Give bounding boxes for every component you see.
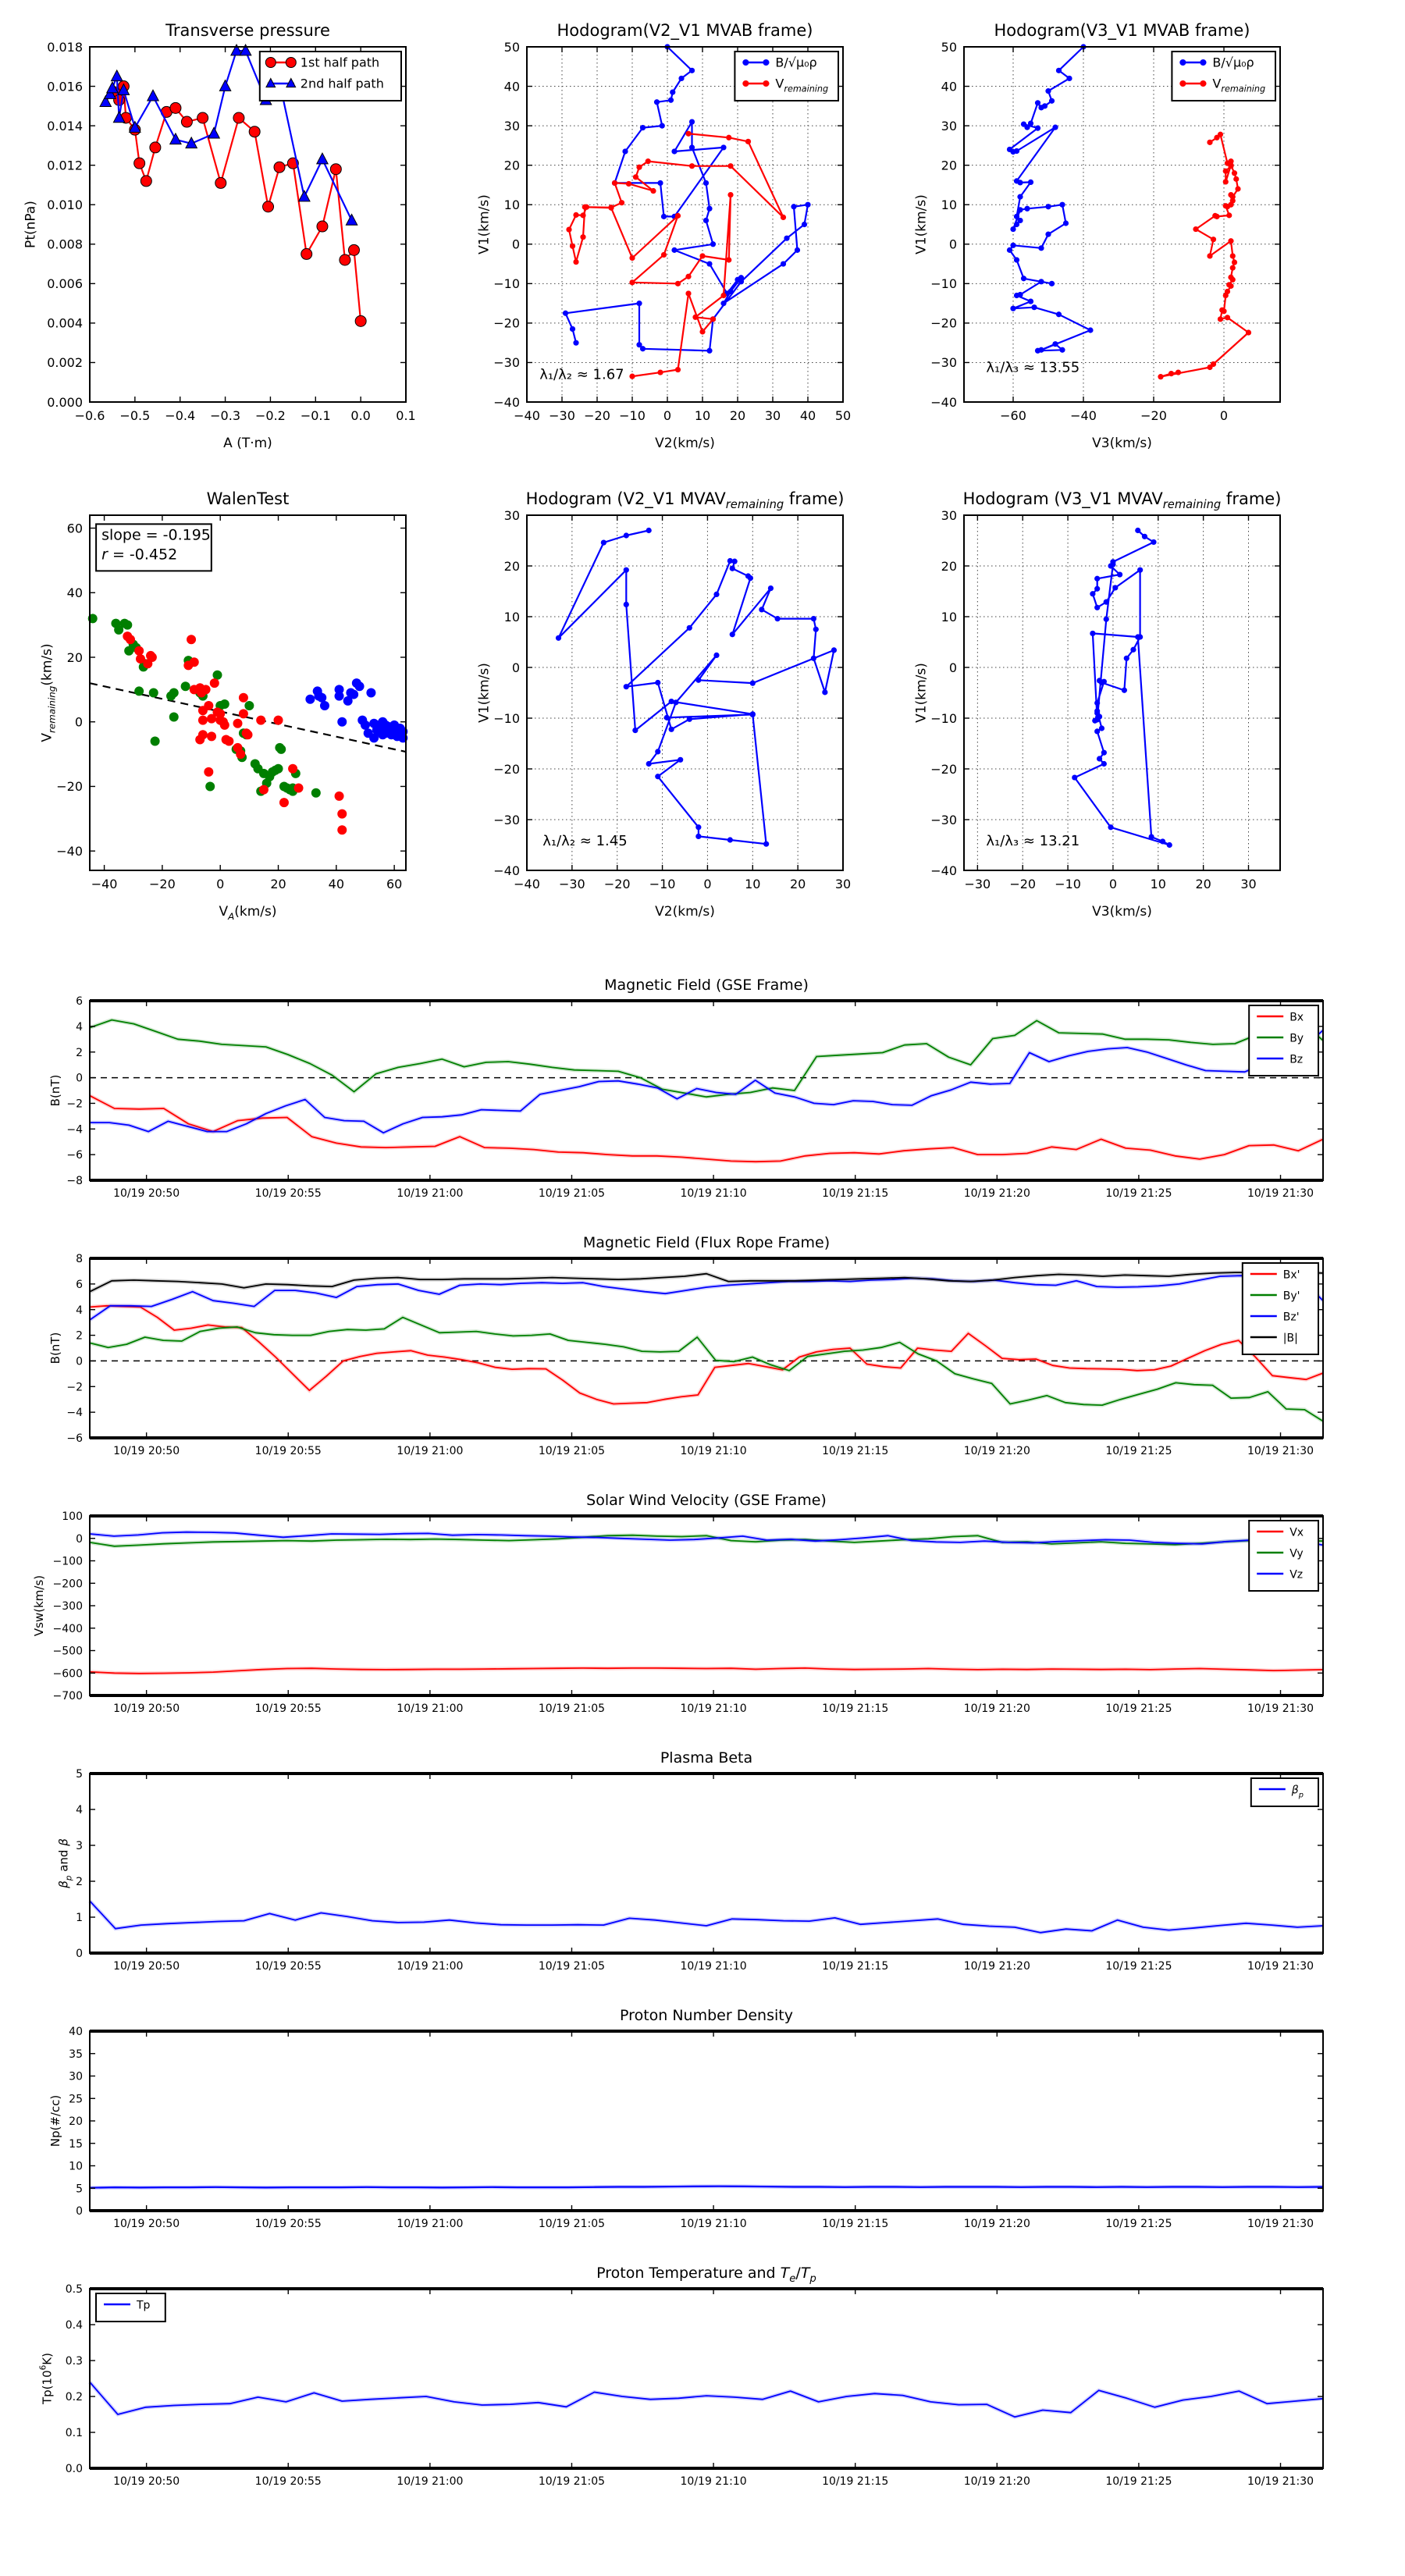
svg-text:10: 10 [503, 609, 520, 624]
svg-text:10/19 20:55: 10/19 20:55 [254, 2218, 322, 2230]
hodogram-v2v1-mvab-plot [437, 8, 921, 468]
svg-text:10/19 21:10: 10/19 21:10 [680, 2475, 747, 2488]
svg-text:Hodogram(V2_V1 MVAB frame): Hodogram(V2_V1 MVAB frame) [557, 21, 813, 40]
svg-text:−20: −20 [493, 761, 520, 777]
svg-text:−40: −40 [930, 863, 957, 878]
svg-text:λ₁/λ₃ ≈ 13.55: λ₁/λ₃ ≈ 13.55 [986, 359, 1080, 376]
svg-text:−20: −20 [149, 877, 176, 891]
svg-text:40: 40 [503, 79, 520, 94]
hodo3-plot-area [477, 489, 852, 920]
svg-text:0.1: 0.1 [65, 2427, 83, 2440]
svg-text:3: 3 [76, 1840, 83, 1853]
svg-text:Hodogram(V3_V1 MVAB frame): Hodogram(V3_V1 MVAB frame) [994, 21, 1250, 40]
svg-text:4: 4 [76, 1020, 83, 1034]
svg-text:Bx': Bx' [1282, 1268, 1300, 1282]
svg-text:−10: −10 [619, 408, 646, 423]
svg-text:Vremaining(km/s): $V_{remaining}(km/s)$ [39, 643, 58, 742]
svg-text:−40: −40 [1070, 408, 1097, 423]
svg-text:30: 30 [1240, 877, 1257, 891]
svg-text:A (T·m): A (T·m) [223, 436, 272, 451]
svg-text:Bz: Bz [1289, 1053, 1304, 1066]
svg-text:−10: −10 [930, 710, 957, 726]
svg-text:10/19 20:55: 10/19 20:55 [254, 1703, 322, 1715]
svg-text:10/19 21:05: 10/19 21:05 [538, 2218, 606, 2230]
svg-text:30: 30 [503, 507, 520, 523]
hodo4-plot-area [914, 489, 1282, 920]
transverse-pressure-chart [0, 8, 484, 468]
svg-text:λ₁/λ₃ ≈ 13.21: λ₁/λ₃ ≈ 13.21 [986, 833, 1080, 850]
svg-text:V1(km/s): V1(km/s) [476, 194, 493, 254]
magnetic-field-flux-rope-plot [0, 1218, 1405, 1475]
hodogram-v3v1-mvab-plot [874, 8, 1358, 468]
svg-text:−30: −30 [549, 408, 575, 423]
magnetic-field-gse-chart [0, 960, 1405, 1218]
svg-text:10/19 20:55: 10/19 20:55 [254, 2475, 322, 2488]
svg-text:10/19 21:30: 10/19 21:30 [1247, 1703, 1314, 1715]
svg-text:100: 100 [62, 1510, 83, 1524]
svg-text:0: 0 [948, 237, 957, 252]
svg-text:4: 4 [76, 1304, 83, 1317]
hodo1-plot-area [477, 21, 852, 451]
magnetic-field-gse-plot [0, 960, 1405, 1218]
svg-text:−2: −2 [66, 1098, 83, 1111]
svg-text:0.3: 0.3 [65, 2355, 83, 2368]
svg-text:5: 5 [76, 1768, 83, 1781]
svg-text:V3(km/s): V3(km/s) [1092, 904, 1152, 920]
vsw-plot-area [32, 1492, 1323, 1715]
svg-text:−30: −30 [930, 355, 957, 371]
svg-text:−40: −40 [514, 408, 540, 423]
svg-text:6: 6 [76, 995, 83, 1009]
svg-text:Vsw(km/s): Vsw(km/s) [32, 1574, 46, 1637]
svg-text:50: 50 [834, 408, 852, 423]
pt-plot-area [23, 21, 416, 451]
svg-text:20: 20 [270, 877, 286, 891]
svg-text:WalenTest: WalenTest [206, 489, 290, 508]
svg-text:0: 0 [511, 660, 520, 675]
svg-text:slope = -0.195: slope = -0.195 [101, 526, 211, 544]
svg-text:30: 30 [941, 118, 957, 133]
svg-text:−10: −10 [1055, 877, 1081, 891]
svg-text:−40: −40 [56, 843, 83, 859]
svg-text:−40: −40 [493, 394, 520, 410]
svg-text:10/19 20:50: 10/19 20:50 [113, 2475, 180, 2488]
svg-text:0: 0 [76, 1948, 83, 1961]
svg-text:−20: −20 [1140, 408, 1167, 423]
svg-text:10/19 21:00: 10/19 21:00 [397, 1703, 464, 1715]
svg-text:0.016: 0.016 [47, 79, 83, 94]
beta-plot-area [57, 1749, 1324, 1973]
svg-text:40: 40 [328, 877, 345, 891]
svg-text:−30: −30 [964, 877, 991, 891]
svg-text:−20: −20 [493, 315, 520, 331]
svg-text:V1(km/s): V1(km/s) [913, 663, 930, 723]
svg-text:0.014: 0.014 [47, 118, 83, 133]
svg-text:30: 30 [834, 877, 852, 891]
svg-text:10/19 21:00: 10/19 21:00 [397, 2218, 464, 2230]
walen-test-plot [0, 468, 484, 937]
tp-plot-area [39, 2265, 1324, 2488]
svg-text:20: 20 [941, 158, 957, 173]
svg-text:−0.5: −0.5 [119, 408, 151, 423]
svg-text:−10: −10 [493, 710, 520, 726]
svg-text:−4: −4 [66, 1407, 83, 1420]
svg-text:0: 0 [76, 1355, 83, 1368]
svg-text:2nd half path: 2nd half path [300, 76, 384, 91]
svg-text:−200: −200 [52, 1578, 83, 1591]
proton-number-density-chart [0, 1991, 1405, 2248]
svg-text:Vremaining: $V_{remaining}$ [775, 76, 829, 94]
svg-text:Np(#/cc): Np(#/cc) [48, 2094, 62, 2147]
svg-text:βp: $\beta_p$ [1291, 1784, 1304, 1800]
svg-text:−30: −30 [493, 812, 520, 827]
hodogram-v3v1-mvav-chart [874, 468, 1358, 937]
svg-text:−300: −300 [52, 1600, 83, 1614]
svg-text:10/19 21:25: 10/19 21:25 [1105, 2475, 1172, 2488]
svg-text:6: 6 [76, 1278, 83, 1291]
svg-text:2: 2 [76, 1329, 83, 1343]
hodo2-plot-area [914, 21, 1281, 451]
svg-text:10/19 21:10: 10/19 21:10 [680, 1445, 747, 1457]
svg-text:20: 20 [1195, 877, 1211, 891]
svg-text:2: 2 [76, 1876, 83, 1889]
svg-text:20: 20 [789, 877, 806, 891]
svg-text:B/√μ₀ρ: B/√μ₀ρ [775, 55, 817, 70]
svg-text:40: 40 [799, 408, 816, 423]
svg-text:10/19 21:00: 10/19 21:00 [397, 1445, 464, 1457]
svg-text:10/19 20:55: 10/19 20:55 [254, 1445, 322, 1457]
svg-text:10/19 21:00: 10/19 21:00 [397, 2475, 464, 2488]
svg-text:10: 10 [745, 877, 761, 891]
svg-text:60: 60 [386, 877, 403, 891]
svg-text:−6: −6 [66, 1432, 83, 1446]
svg-text:B(nT): B(nT) [48, 1332, 62, 1364]
svg-text:Bz': Bz' [1282, 1311, 1300, 1324]
svg-text:−6: −6 [66, 1149, 83, 1162]
svg-text:10/19 20:55: 10/19 20:55 [254, 1187, 322, 1200]
svg-text:15: 15 [69, 2137, 83, 2151]
svg-text:λ₁/λ₂ ≈ 1.45: λ₁/λ₂ ≈ 1.45 [542, 833, 628, 850]
svg-text:−500: −500 [52, 1645, 83, 1658]
svg-text:0.4: 0.4 [65, 2319, 83, 2332]
svg-text:βp and β: $\beta_p$ and β [56, 1838, 74, 1888]
svg-text:10: 10 [503, 197, 520, 212]
svg-text:Solar Wind Velocity (GSE Frame: Solar Wind Velocity (GSE Frame) [586, 1492, 827, 1509]
svg-text:0.018: 0.018 [47, 39, 83, 55]
svg-text:V2(km/s): V2(km/s) [655, 436, 715, 451]
svg-text:Pt(nPa): Pt(nPa) [23, 201, 39, 248]
svg-text:−400: −400 [52, 1622, 83, 1635]
svg-text:Plasma Beta: Plasma Beta [660, 1749, 753, 1767]
svg-text:10/19 21:20: 10/19 21:20 [963, 2475, 1030, 2488]
svg-text:10/19 20:50: 10/19 20:50 [113, 1960, 180, 1973]
svg-text:10: 10 [941, 609, 957, 624]
svg-text:B/√μ₀ρ: B/√μ₀ρ [1212, 55, 1254, 70]
svg-text:0.0: 0.0 [65, 2463, 83, 2476]
svg-text:10/19 21:05: 10/19 21:05 [538, 2475, 606, 2488]
svg-text:10/19 21:10: 10/19 21:10 [680, 1703, 747, 1715]
solar-wind-velocity-plot [0, 1475, 1405, 1733]
svg-text:−0.2: −0.2 [254, 408, 286, 423]
svg-text:Proton Number Density: Proton Number Density [620, 2007, 793, 2024]
svg-text:5: 5 [76, 2183, 83, 2196]
svg-text:25: 25 [69, 2093, 83, 2106]
svg-text:−0.4: −0.4 [165, 408, 196, 423]
svg-text:−2: −2 [66, 1381, 83, 1394]
svg-text:10/19 21:20: 10/19 21:20 [963, 1960, 1030, 1973]
svg-text:10/19 21:20: 10/19 21:20 [963, 2218, 1030, 2230]
svg-text:10/19 21:25: 10/19 21:25 [1105, 1703, 1172, 1715]
svg-text:10/19 20:50: 10/19 20:50 [113, 1703, 180, 1715]
svg-text:−8: −8 [66, 1175, 83, 1188]
svg-text:−100: −100 [52, 1555, 83, 1568]
svg-text:2: 2 [76, 1046, 83, 1059]
svg-text:Hodogram (V2_V1 MVAVremaining: Hodogram (V2_V1 $MVAV_{remaining}$ frame) [525, 489, 845, 511]
svg-text:1st half path: 1st half path [300, 55, 380, 70]
svg-text:10/19 21:15: 10/19 21:15 [822, 1960, 889, 1973]
svg-text:20: 20 [69, 2115, 83, 2129]
svg-text:Proton Temperature and Te/Tp: Proton Temperature and $T_e/T_p$ [596, 2265, 816, 2285]
svg-text:−60: −60 [1000, 408, 1026, 423]
svg-text:B(nT): B(nT) [48, 1074, 62, 1107]
svg-text:10/19 20:50: 10/19 20:50 [113, 1445, 180, 1457]
svg-text:Transverse pressure: Transverse pressure [165, 21, 330, 40]
svg-text:0.2: 0.2 [65, 2391, 83, 2404]
svg-text:50: 50 [941, 39, 957, 55]
svg-text:10/19 21:15: 10/19 21:15 [822, 1187, 889, 1200]
bfrf-plot-area [48, 1234, 1323, 1457]
svg-text:|B|: |B| [1282, 1332, 1298, 1345]
svg-text:−40: −40 [514, 877, 540, 891]
walen-plot-area [40, 489, 408, 922]
svg-text:35: 35 [69, 2048, 83, 2061]
svg-text:0: 0 [76, 1532, 83, 1546]
svg-text:−20: −20 [1009, 877, 1037, 891]
svg-text:10: 10 [694, 408, 711, 423]
svg-text:20: 20 [66, 649, 83, 665]
hodogram-v2v1-mvav-chart [437, 468, 921, 937]
svg-text:10/19 21:10: 10/19 21:10 [680, 1960, 747, 1973]
svg-text:−30: −30 [558, 877, 585, 891]
proton-number-density-plot [0, 1991, 1405, 2248]
svg-text:Bx: Bx [1289, 1011, 1304, 1024]
svg-text:0: 0 [703, 877, 712, 891]
svg-text:Hodogram (V3_V1 MVAVremaining: Hodogram (V3_V1 $MVAV_{remaining}$ frame) [962, 489, 1282, 511]
svg-text:V2(km/s): V2(km/s) [655, 904, 715, 920]
svg-text:50: 50 [503, 39, 520, 55]
svg-text:−20: −20 [930, 315, 957, 331]
svg-text:−700: −700 [52, 1690, 83, 1703]
svg-text:4: 4 [76, 1804, 83, 1817]
svg-text:40: 40 [66, 585, 83, 601]
svg-text:10/19 21:00: 10/19 21:00 [397, 1960, 464, 1973]
svg-text:10/19 21:10: 10/19 21:10 [680, 2218, 747, 2230]
svg-text:10/19 21:30: 10/19 21:30 [1247, 1960, 1314, 1973]
proton-temperature-chart [0, 2248, 1405, 2506]
svg-text:10/19 21:25: 10/19 21:25 [1105, 1960, 1172, 1973]
svg-text:Vx: Vx [1289, 1526, 1304, 1539]
svg-text:40: 40 [69, 2026, 83, 2039]
svg-text:30: 30 [941, 507, 957, 523]
svg-text:8: 8 [76, 1253, 83, 1266]
svg-text:10/19 21:15: 10/19 21:15 [822, 1445, 889, 1457]
svg-text:VA(km/s): $V_A(km/s)$ [219, 904, 277, 922]
svg-text:−0.3: −0.3 [210, 408, 241, 423]
transverse-pressure-plot [0, 8, 484, 468]
svg-text:10: 10 [69, 2160, 83, 2173]
svg-text:0.006: 0.006 [47, 276, 83, 292]
svg-text:20: 20 [941, 558, 957, 574]
svg-text:−20: −20 [930, 761, 957, 777]
svg-text:−10: −10 [649, 877, 676, 891]
svg-text:10/19 21:05: 10/19 21:05 [538, 1703, 606, 1715]
svg-text:10: 10 [1150, 877, 1166, 891]
svg-text:30: 30 [69, 2070, 83, 2083]
svg-text:0: 0 [74, 714, 83, 730]
proton-temperature-plot [0, 2248, 1405, 2506]
svg-text:0.002: 0.002 [47, 355, 83, 371]
svg-text:r = -0.452: r = -0.452 [101, 546, 178, 564]
svg-text:0.1: 0.1 [396, 408, 416, 423]
svg-text:10/19 21:25: 10/19 21:25 [1105, 2218, 1172, 2230]
svg-text:By: By [1289, 1032, 1304, 1045]
svg-text:10/19 21:15: 10/19 21:15 [822, 2218, 889, 2230]
svg-text:0: 0 [948, 660, 957, 675]
svg-text:10/19 20:50: 10/19 20:50 [113, 1187, 180, 1200]
svg-text:By': By' [1282, 1290, 1300, 1303]
svg-text:0: 0 [76, 2205, 83, 2218]
svg-text:−30: −30 [930, 812, 957, 827]
svg-text:V1(km/s): V1(km/s) [913, 194, 930, 254]
svg-text:10/19 21:30: 10/19 21:30 [1247, 2218, 1314, 2230]
svg-text:−0.1: −0.1 [300, 408, 331, 423]
svg-text:λ₁/λ₂ ≈ 1.67: λ₁/λ₂ ≈ 1.67 [539, 366, 624, 383]
svg-text:10/19 21:25: 10/19 21:25 [1105, 1187, 1172, 1200]
svg-text:−20: −20 [603, 877, 631, 891]
svg-text:10/19 21:30: 10/19 21:30 [1247, 1187, 1314, 1200]
svg-text:0: 0 [76, 1072, 83, 1085]
svg-text:Magnetic Field (Flux Rope Fram: Magnetic Field (Flux Rope Frame) [582, 1234, 831, 1251]
np-plot-area [48, 2007, 1323, 2230]
svg-text:1: 1 [76, 1912, 83, 1925]
svg-text:0.004: 0.004 [47, 315, 83, 331]
svg-text:−0.6: −0.6 [74, 408, 105, 423]
svg-text:0.0: 0.0 [350, 408, 371, 423]
svg-text:−10: −10 [493, 276, 520, 292]
svg-text:Tp(106K): $Tp(10^6K)$ [38, 2352, 55, 2405]
svg-text:30: 30 [764, 408, 781, 423]
svg-text:−40: −40 [493, 863, 520, 878]
plasma-beta-chart [0, 1733, 1405, 1991]
svg-text:0: 0 [1108, 877, 1118, 891]
svg-text:−20: −20 [584, 408, 610, 423]
svg-text:10/19 21:00: 10/19 21:00 [397, 1187, 464, 1200]
svg-text:20: 20 [503, 558, 520, 574]
svg-text:10/19 21:15: 10/19 21:15 [822, 2475, 889, 2488]
svg-text:10/19 21:05: 10/19 21:05 [538, 1187, 606, 1200]
svg-text:30: 30 [503, 118, 520, 133]
svg-text:Vremaining: $V_{remaining}$ [1212, 76, 1266, 94]
svg-text:Vz: Vz [1289, 1568, 1304, 1582]
svg-text:10/19 21:20: 10/19 21:20 [963, 1187, 1030, 1200]
bgse-plot-area [48, 977, 1323, 1200]
svg-text:Tp: Tp [137, 2299, 151, 2312]
svg-text:0: 0 [663, 408, 672, 423]
svg-text:10: 10 [941, 197, 957, 212]
svg-text:10/19 21:05: 10/19 21:05 [538, 1445, 606, 1457]
svg-text:0: 0 [1219, 408, 1229, 423]
solar-wind-velocity-chart [0, 1475, 1405, 1733]
svg-text:40: 40 [941, 79, 957, 94]
svg-text:10/19 21:15: 10/19 21:15 [822, 1703, 889, 1715]
svg-text:−10: −10 [930, 276, 957, 292]
svg-text:−40: −40 [930, 394, 957, 410]
svg-text:Magnetic Field (GSE Frame): Magnetic Field (GSE Frame) [604, 977, 809, 994]
svg-text:10/19 21:30: 10/19 21:30 [1247, 2475, 1314, 2488]
svg-text:20: 20 [503, 158, 520, 173]
svg-text:60: 60 [66, 521, 83, 536]
hodogram-v2v1-mvav-plot [437, 468, 921, 937]
svg-text:10/19 20:50: 10/19 20:50 [113, 2218, 180, 2230]
svg-text:0.010: 0.010 [47, 197, 83, 212]
svg-text:10/19 21:20: 10/19 21:20 [963, 1703, 1030, 1715]
hodogram-v2v1-mvab-chart [437, 8, 921, 468]
svg-text:10/19 21:20: 10/19 21:20 [963, 1445, 1030, 1457]
svg-text:−20: −20 [56, 779, 83, 795]
svg-text:10/19 21:05: 10/19 21:05 [538, 1960, 606, 1973]
svg-text:0.5: 0.5 [65, 2283, 83, 2297]
svg-text:0.008: 0.008 [47, 237, 83, 252]
svg-text:0: 0 [511, 237, 520, 252]
plasma-beta-plot [0, 1733, 1405, 1991]
svg-text:10/19 20:55: 10/19 20:55 [254, 1960, 322, 1973]
svg-text:20: 20 [729, 408, 746, 423]
svg-text:0: 0 [216, 877, 225, 891]
walen-test-chart [0, 468, 484, 937]
magnetic-field-flux-rope-chart [0, 1218, 1405, 1475]
svg-text:V1(km/s): V1(km/s) [476, 663, 493, 723]
svg-text:10/19 21:30: 10/19 21:30 [1247, 1445, 1314, 1457]
svg-text:0.012: 0.012 [47, 158, 83, 173]
svg-text:−40: −40 [91, 877, 118, 891]
svg-text:−600: −600 [52, 1667, 83, 1681]
svg-text:V3(km/s): V3(km/s) [1092, 436, 1152, 451]
hodogram-v3v1-mvav-plot [874, 468, 1358, 937]
svg-text:10/19 21:10: 10/19 21:10 [680, 1187, 747, 1200]
svg-text:−4: −4 [66, 1123, 83, 1137]
svg-text:Vy: Vy [1289, 1547, 1304, 1560]
svg-text:−30: −30 [493, 355, 520, 371]
hodogram-v3v1-mvab-chart [874, 8, 1358, 468]
svg-text:0.000: 0.000 [47, 394, 83, 410]
svg-text:10/19 21:25: 10/19 21:25 [1105, 1445, 1172, 1457]
